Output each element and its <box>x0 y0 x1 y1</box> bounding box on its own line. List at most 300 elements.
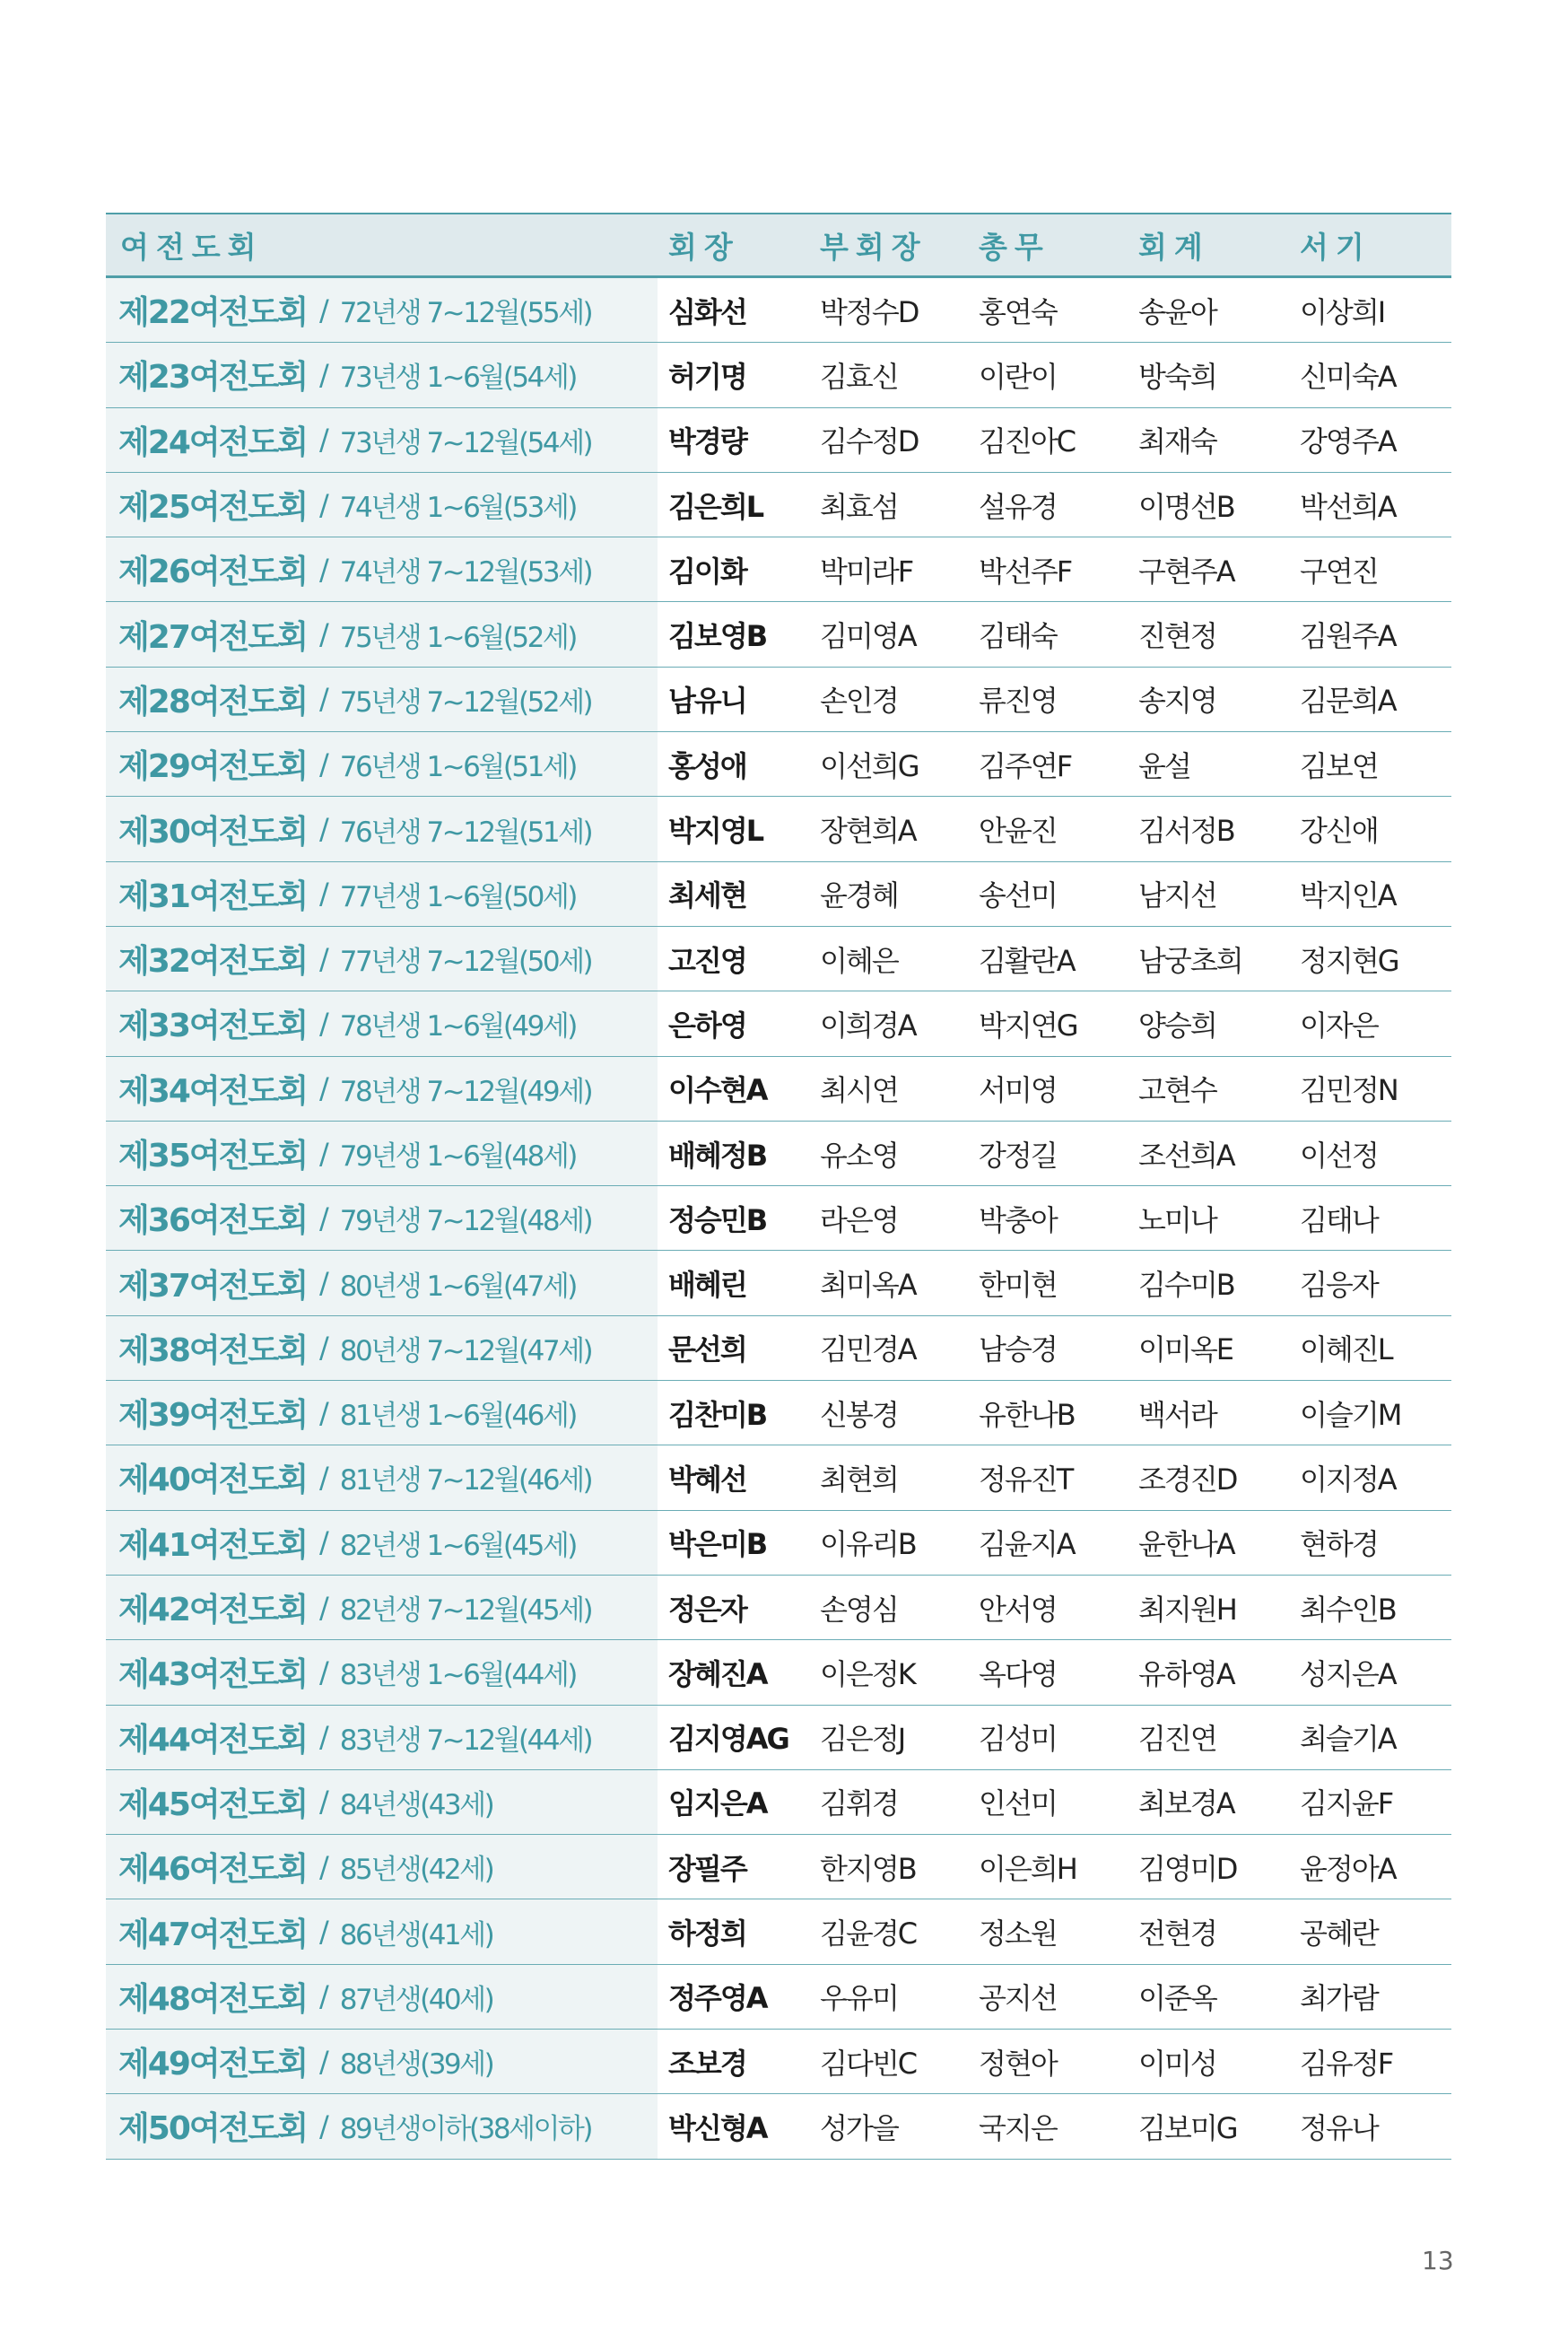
vice-president-name: 김윤경C <box>820 1916 917 1951</box>
general-affairs-name: 안서영 <box>979 1592 1057 1627</box>
table-body <box>106 278 1451 2160</box>
group-cell <box>106 1706 658 1769</box>
group-separator: / <box>318 746 329 781</box>
president-name: 은하영 <box>668 1008 746 1043</box>
table-row <box>106 278 1451 343</box>
group-name: 제23여전도회 <box>118 359 307 397</box>
table-row <box>106 927 1451 991</box>
vice-president-name: 최현희 <box>820 1462 898 1497</box>
general-affairs-name: 이란이 <box>979 359 1057 394</box>
table-row <box>106 408 1451 473</box>
group-cell <box>106 473 658 537</box>
secretary-name: 강영주A <box>1300 424 1396 459</box>
secretary-name: 김유정F <box>1300 2046 1393 2081</box>
group-name: 제36여전도회 <box>118 1202 307 1240</box>
group-name: 제46여전도회 <box>118 1851 307 1889</box>
group-cell <box>106 797 658 860</box>
vice-president-name: 김수정D <box>820 424 919 459</box>
president-name: 김이화 <box>668 554 746 589</box>
vice-president-name: 최미옥A <box>820 1268 916 1303</box>
secretary-name: 신미숙A <box>1300 359 1396 394</box>
treasurer-name: 전현경 <box>1138 1916 1216 1951</box>
vice-president-name: 최시연 <box>820 1073 898 1108</box>
vice-president-name: 김휘경 <box>820 1786 898 1821</box>
group-name: 제26여전도회 <box>118 554 307 591</box>
group-cell <box>106 862 658 926</box>
secretary-name: 김문희A <box>1300 684 1396 719</box>
group-name: 제49여전도회 <box>118 2046 307 2083</box>
treasurer-name: 이미성 <box>1138 2046 1216 2081</box>
group-birth-info: 76년생 7~12월(51세) <box>339 816 592 849</box>
president-name: 김지영AG <box>668 1722 788 1757</box>
president-name: 박혜선 <box>668 1462 746 1497</box>
president-name: 임지은A <box>668 1786 767 1821</box>
group-separator: / <box>318 877 329 912</box>
group-separator: / <box>318 941 329 976</box>
vice-president-name: 김은정J <box>820 1722 905 1757</box>
group-birth-info: 80년생 7~12월(47세) <box>339 1334 592 1367</box>
president-name: 허기명 <box>668 359 746 394</box>
treasurer-name: 양승희 <box>1138 1008 1216 1043</box>
treasurer-name: 조경진D <box>1138 1462 1237 1497</box>
president-name: 고진영 <box>668 943 746 978</box>
vice-president-name: 장현희A <box>820 814 916 849</box>
general-affairs-name: 공지선 <box>979 1981 1057 2016</box>
group-name: 제44여전도회 <box>118 1721 307 1759</box>
president-name: 정주영A <box>668 1981 767 2016</box>
secretary-name: 성지은A <box>1300 1656 1396 1691</box>
table-row <box>106 1381 1451 1445</box>
secretary-name: 박지인A <box>1300 878 1396 913</box>
general-affairs-name: 김성미 <box>979 1722 1057 1757</box>
table-header <box>106 214 1451 278</box>
group-name: 제34여전도회 <box>118 1072 307 1110</box>
treasurer-name: 김보미G <box>1138 2110 1237 2145</box>
president-name: 장혜진A <box>668 1656 767 1691</box>
group-name: 제50여전도회 <box>118 2110 307 2148</box>
group-birth-info: 80년생 1~6월(47세) <box>339 1270 576 1303</box>
president-name: 김찬미B <box>668 1397 767 1432</box>
treasurer-name: 백서라 <box>1138 1397 1216 1432</box>
group-separator: / <box>318 423 329 458</box>
general-affairs-name: 김주연F <box>979 748 1072 783</box>
group-birth-info: 77년생 1~6월(50세) <box>339 880 576 913</box>
group-birth-info: 74년생 7~12월(53세) <box>339 556 592 589</box>
vice-president-name: 김민경A <box>820 1332 916 1367</box>
group-name: 제37여전도회 <box>118 1267 307 1305</box>
group-birth-info: 78년생 7~12월(49세) <box>339 1075 592 1108</box>
table-row <box>106 1706 1451 1770</box>
group-birth-info: 76년생 1~6월(51세) <box>339 751 576 784</box>
table-row <box>106 862 1451 927</box>
group-name: 제31여전도회 <box>118 877 307 915</box>
vice-president-name: 라은영 <box>820 1202 898 1237</box>
group-name: 제22여전도회 <box>118 294 307 332</box>
group-name: 제45여전도회 <box>118 1785 307 1823</box>
group-birth-info: 86년생(41세) <box>339 1918 493 1951</box>
group-birth-info: 83년생 7~12월(44세) <box>339 1724 592 1757</box>
group-name: 제42여전도회 <box>118 1592 307 1629</box>
secretary-name: 김지윤F <box>1300 1786 1393 1821</box>
general-affairs-name: 인선미 <box>979 1786 1057 1821</box>
group-separator: / <box>318 1915 329 1950</box>
group-birth-info: 85년생(42세) <box>339 1854 493 1887</box>
table-row <box>106 1445 1451 1510</box>
group-cell <box>106 1640 658 1704</box>
president-name: 심화선 <box>668 294 746 329</box>
treasurer-name: 고현수 <box>1138 1073 1216 1108</box>
general-affairs-name: 정유진T <box>979 1462 1073 1497</box>
vice-president-name: 이혜은 <box>820 943 898 978</box>
group-cell <box>106 1511 658 1575</box>
group-separator: / <box>318 2044 329 2079</box>
group-separator: / <box>318 1071 329 1106</box>
secretary-name: 현하경 <box>1300 1527 1378 1562</box>
header-president: 회장 <box>668 229 740 265</box>
general-affairs-name: 국지은 <box>979 2110 1057 2145</box>
group-name: 제39여전도회 <box>118 1397 307 1435</box>
group-separator: / <box>318 357 329 392</box>
vice-president-name: 윤경혜 <box>820 878 898 913</box>
general-affairs-name: 박지연G <box>979 1008 1077 1043</box>
table-row <box>106 1122 1451 1186</box>
table-row <box>106 1640 1451 1705</box>
group-separator: / <box>318 487 329 522</box>
treasurer-name: 이준옥 <box>1138 1981 1216 2016</box>
group-separator: / <box>318 2108 329 2143</box>
treasurer-name: 김영미D <box>1138 1851 1237 1886</box>
president-name: 박신형A <box>668 2110 767 2145</box>
group-separator: / <box>318 1266 329 1301</box>
treasurer-name: 송지영 <box>1138 684 1216 719</box>
president-name: 하정희 <box>668 1916 746 1951</box>
secretary-name: 정유나 <box>1300 2110 1378 2145</box>
group-name: 제43여전도회 <box>118 1656 307 1694</box>
treasurer-name: 윤설 <box>1138 748 1190 783</box>
secretary-name: 최가람 <box>1300 1981 1378 2016</box>
president-name: 박경량 <box>668 424 746 459</box>
secretary-name: 김보연 <box>1300 748 1378 783</box>
general-affairs-name: 설유경 <box>979 489 1057 524</box>
header-treasurer: 회계 <box>1138 229 1210 265</box>
vice-president-name: 이유리B <box>820 1527 916 1562</box>
group-birth-info: 78년생 1~6월(49세) <box>339 1010 576 1043</box>
general-affairs-name: 서미영 <box>979 1073 1057 1108</box>
group-birth-info: 73년생 1~6월(54세) <box>339 362 576 395</box>
president-name: 정승민B <box>668 1202 767 1237</box>
secretary-name: 김태나 <box>1300 1202 1378 1237</box>
table-row <box>106 732 1451 797</box>
group-cell <box>106 1965 658 2029</box>
secretary-name: 최슬기A <box>1300 1722 1396 1757</box>
group-name: 제48여전도회 <box>118 1980 307 2018</box>
group-separator: / <box>318 1006 329 1041</box>
president-name: 배혜정B <box>668 1138 767 1173</box>
president-name: 최세현 <box>668 878 746 913</box>
general-affairs-name: 정소원 <box>979 1916 1057 1951</box>
group-name: 제30여전도회 <box>118 813 307 851</box>
group-separator: / <box>318 1136 329 1171</box>
table-row <box>106 537 1451 602</box>
header-group: 여전도회 <box>120 229 264 265</box>
group-name: 제33여전도회 <box>118 1008 307 1045</box>
group-birth-info: 74년생 1~6월(53세) <box>339 492 576 525</box>
group-name: 제27여전도회 <box>118 618 307 656</box>
general-affairs-name: 류진영 <box>979 684 1057 719</box>
vice-president-name: 최효섬 <box>820 489 898 524</box>
group-separator: / <box>318 292 329 327</box>
general-affairs-name: 이은희H <box>979 1851 1076 1886</box>
table-row <box>106 343 1451 407</box>
group-separator: / <box>318 1525 329 1560</box>
group-cell <box>106 1057 658 1121</box>
table-row <box>106 2030 1451 2094</box>
header-general-affairs: 총무 <box>979 229 1050 265</box>
table-row <box>106 1316 1451 1381</box>
header-secretary: 서기 <box>1300 229 1372 265</box>
secretary-name: 이선정 <box>1300 1138 1378 1173</box>
table-row <box>106 473 1451 537</box>
secretary-name: 이지정A <box>1300 1462 1396 1497</box>
treasurer-name: 김수미B <box>1138 1268 1234 1303</box>
president-name: 배혜린 <box>668 1268 746 1303</box>
treasurer-name: 조선희A <box>1138 1138 1234 1173</box>
group-separator: / <box>318 1460 329 1495</box>
treasurer-name: 이미옥E <box>1138 1332 1233 1367</box>
group-cell <box>106 991 658 1055</box>
group-name: 제28여전도회 <box>118 683 307 720</box>
secretary-name: 이혜진L <box>1300 1332 1392 1367</box>
vice-president-name: 김효신 <box>820 359 898 394</box>
president-name: 정은자 <box>668 1592 746 1627</box>
general-affairs-name: 홍연숙 <box>979 294 1057 329</box>
treasurer-name: 최보경A <box>1138 1786 1234 1821</box>
group-birth-info: 72년생 7~12월(55세) <box>339 297 592 330</box>
treasurer-name: 송윤아 <box>1138 294 1216 329</box>
group-birth-info: 82년생 1~6월(45세) <box>339 1529 576 1562</box>
secretary-name: 김원주A <box>1300 619 1396 654</box>
group-cell <box>106 1576 658 1639</box>
group-birth-info: 83년생 1~6월(44세) <box>339 1659 576 1692</box>
secretary-name: 공혜란 <box>1300 1916 1378 1951</box>
general-affairs-name: 강정길 <box>979 1138 1057 1173</box>
group-birth-info: 75년생 1~6월(52세) <box>339 621 576 654</box>
group-cell <box>106 927 658 991</box>
group-birth-info: 81년생 1~6월(46세) <box>339 1400 576 1433</box>
president-name: 문선희 <box>668 1332 746 1367</box>
group-cell <box>106 1316 658 1380</box>
group-separator: / <box>318 1331 329 1366</box>
group-birth-info: 89년생이하(38세이하) <box>339 2113 591 2146</box>
secretary-name: 이자은 <box>1300 1008 1378 1043</box>
vice-president-name: 이희경A <box>820 1008 916 1043</box>
treasurer-name: 최지원H <box>1138 1592 1236 1627</box>
group-separator: / <box>318 1395 329 1430</box>
table-row <box>106 1251 1451 1315</box>
group-cell <box>106 537 658 601</box>
vice-president-name: 이은정K <box>820 1656 915 1691</box>
group-separator: / <box>318 617 329 652</box>
group-birth-info: 84년생(43세) <box>339 1788 493 1821</box>
vice-president-name: 박정수D <box>820 294 919 329</box>
group-cell <box>106 1835 658 1899</box>
president-name: 조보경 <box>668 2046 746 2081</box>
group-birth-info: 75년생 7~12월(52세) <box>339 685 592 719</box>
general-affairs-name: 유한나B <box>979 1397 1075 1432</box>
table-row <box>106 2094 1451 2159</box>
group-cell <box>106 2030 658 2093</box>
group-birth-info: 79년생 7~12월(48세) <box>339 1205 592 1238</box>
group-cell <box>106 2094 658 2158</box>
treasurer-name: 남지선 <box>1138 878 1216 913</box>
vice-president-name: 이선희G <box>820 748 919 783</box>
group-separator: / <box>318 682 329 717</box>
officers-table <box>106 213 1451 2160</box>
group-birth-info: 79년생 1~6월(48세) <box>339 1140 576 1173</box>
secretary-name: 정지현G <box>1300 943 1398 978</box>
group-name: 제35여전도회 <box>118 1138 307 1174</box>
vice-president-name: 한지영B <box>820 1851 916 1886</box>
treasurer-name: 남궁초희 <box>1138 943 1242 978</box>
group-name: 제47여전도회 <box>118 1916 307 1953</box>
group-name: 제24여전도회 <box>118 423 307 461</box>
group-birth-info: 87년생(40세) <box>339 1983 493 2016</box>
secretary-name: 구연진 <box>1300 554 1378 589</box>
group-cell <box>106 668 658 731</box>
vice-president-name: 유소영 <box>820 1138 898 1173</box>
group-separator: / <box>318 1654 329 1689</box>
group-cell <box>106 1899 658 1963</box>
secretary-name: 박선희A <box>1300 489 1396 524</box>
group-name: 제32여전도회 <box>118 943 307 981</box>
secretary-name: 윤정아A <box>1300 1851 1396 1886</box>
vice-president-name: 신봉경 <box>820 1397 898 1432</box>
secretary-name: 이슬기M <box>1300 1397 1401 1432</box>
table-row <box>106 1511 1451 1576</box>
president-name: 장필주 <box>668 1851 746 1886</box>
group-separator: / <box>318 1979 329 2014</box>
vice-president-name: 김다빈C <box>820 2046 917 2081</box>
secretary-name: 강신애 <box>1300 814 1378 849</box>
president-name: 이수현A <box>668 1073 767 1108</box>
treasurer-name: 김서정B <box>1138 814 1234 849</box>
general-affairs-name: 안윤진 <box>979 814 1057 849</box>
group-separator: / <box>318 1785 329 1820</box>
table-row <box>106 1770 1451 1835</box>
group-birth-info: 77년생 7~12월(50세) <box>339 946 592 979</box>
president-name: 박은미B <box>668 1527 767 1562</box>
treasurer-name: 진현정 <box>1138 619 1216 654</box>
group-cell <box>106 343 658 406</box>
group-separator: / <box>318 1849 329 1884</box>
group-separator: / <box>318 552 329 587</box>
group-name: 제41여전도회 <box>118 1526 307 1564</box>
group-cell <box>106 732 658 796</box>
president-name: 김은희L <box>668 489 763 524</box>
general-affairs-name: 김윤지A <box>979 1527 1075 1562</box>
table-row <box>106 1057 1451 1122</box>
page-number: 13 <box>1422 2246 1454 2275</box>
treasurer-name: 김진연 <box>1138 1722 1216 1757</box>
treasurer-name: 방숙희 <box>1138 359 1216 394</box>
treasurer-name: 노미나 <box>1138 1202 1216 1237</box>
president-name: 홍성애 <box>668 748 746 783</box>
vice-president-name: 우유미 <box>820 1981 898 2016</box>
general-affairs-name: 박선주F <box>979 554 1072 589</box>
group-birth-info: 81년생 7~12월(46세) <box>339 1464 592 1497</box>
vice-president-name: 성가을 <box>820 2110 898 2145</box>
group-cell <box>106 408 658 472</box>
general-affairs-name: 김진아C <box>979 424 1076 459</box>
table-row <box>106 1576 1451 1640</box>
group-name: 제40여전도회 <box>118 1462 307 1499</box>
table-row <box>106 1186 1451 1251</box>
secretary-name: 김응자 <box>1300 1268 1378 1303</box>
group-cell <box>106 602 658 666</box>
secretary-name: 김민정N <box>1300 1073 1398 1108</box>
group-name: 제25여전도회 <box>118 489 307 527</box>
general-affairs-name: 김활란A <box>979 943 1075 978</box>
general-affairs-name: 김태숙 <box>979 619 1057 654</box>
header-vice-president: 부회장 <box>820 229 928 265</box>
treasurer-name: 윤한나A <box>1138 1527 1234 1562</box>
group-separator: / <box>318 1590 329 1625</box>
general-affairs-name: 박충아 <box>979 1202 1057 1237</box>
group-birth-info: 82년생 7~12월(45세) <box>339 1594 592 1628</box>
vice-president-name: 손영심 <box>820 1592 898 1627</box>
group-birth-info: 88년생(39세) <box>339 2048 493 2082</box>
group-separator: / <box>318 1200 329 1235</box>
table-row <box>106 668 1451 732</box>
treasurer-name: 최재숙 <box>1138 424 1216 459</box>
group-cell <box>106 1186 658 1250</box>
group-cell <box>106 1381 658 1445</box>
table-row <box>106 991 1451 1056</box>
group-separator: / <box>318 1720 329 1755</box>
general-affairs-name: 옥다영 <box>979 1656 1057 1691</box>
treasurer-name: 이명선B <box>1138 489 1234 524</box>
group-cell <box>106 278 658 342</box>
group-cell <box>106 1122 658 1185</box>
group-separator: / <box>318 812 329 847</box>
general-affairs-name: 남승경 <box>979 1332 1057 1367</box>
group-cell <box>106 1251 658 1314</box>
vice-president-name: 손인경 <box>820 684 898 719</box>
table-row <box>106 1965 1451 2030</box>
table-row <box>106 602 1451 667</box>
president-name: 박지영L <box>668 814 763 849</box>
group-birth-info: 73년생 7~12월(54세) <box>339 426 592 459</box>
president-name: 김보영B <box>668 619 767 654</box>
group-name: 제29여전도회 <box>118 748 307 786</box>
group-cell <box>106 1770 658 1834</box>
secretary-name: 최수인B <box>1300 1592 1396 1627</box>
table-row <box>106 1835 1451 1899</box>
group-name: 제38여전도회 <box>118 1331 307 1369</box>
vice-president-name: 김미영A <box>820 619 916 654</box>
table-row <box>106 1899 1451 1964</box>
general-affairs-name: 한미현 <box>979 1268 1057 1303</box>
group-cell <box>106 1445 658 1509</box>
president-name: 남유니 <box>668 684 746 719</box>
treasurer-name: 구현주A <box>1138 554 1234 589</box>
vice-president-name: 박미라F <box>820 554 913 589</box>
secretary-name: 이상희I <box>1300 294 1385 329</box>
table-row <box>106 797 1451 861</box>
general-affairs-name: 정현아 <box>979 2046 1057 2081</box>
treasurer-name: 유하영A <box>1138 1656 1234 1691</box>
general-affairs-name: 송선미 <box>979 878 1057 913</box>
